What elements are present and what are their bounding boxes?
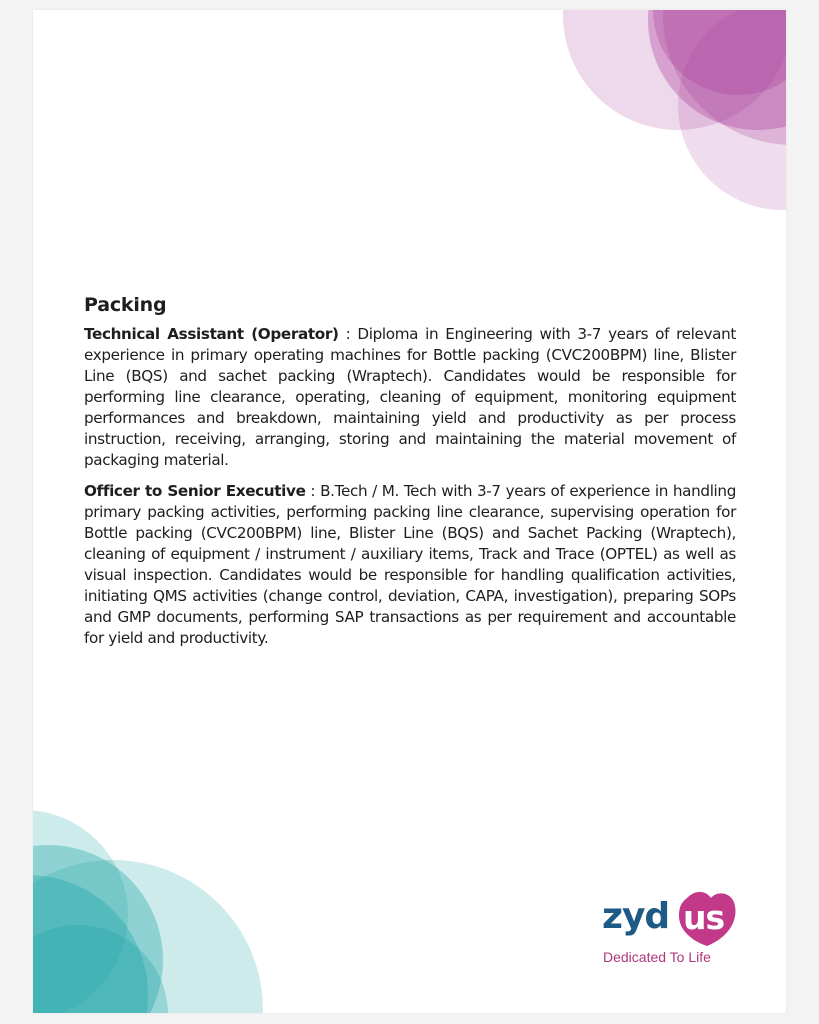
role-paragraph [84, 481, 736, 649]
bottom-left-petals [33, 810, 263, 1013]
role-title: Technical Assistant (Operator) [84, 325, 339, 343]
role-title: Officer to Senior Executive [84, 482, 306, 500]
role-separator: : [305, 482, 321, 500]
zydus-logo [599, 890, 739, 970]
logo-word-main: zyd [602, 896, 670, 937]
section-title: Packing [84, 294, 167, 316]
role-description: B.Tech / M. Tech with 3-7 years of experience in handling primary packing activities, performing packing line clearance, supervising operation for Bottle packing (CVC200BPM) line, Blister Line (BQS) and Sachet Packing (Wraptech), cleaning of equipment / instrument / auxiliary items, Track and Trace (OPTEL) as well as visual inspection. Candidates would be responsible for handling qualification activities, initiating QMS activities (change control, deviation, CAPA, investigation), preparing SOPs and GMP documents, performing SAP transactions as per requirement and accountable for yield and productivity. [84, 482, 736, 647]
logo-word-accent: us [683, 898, 725, 937]
document-content [84, 294, 736, 659]
role-separator: : [338, 325, 358, 343]
top-right-petals [563, 10, 786, 210]
logo-tagline: Dedicated To Life [603, 949, 711, 965]
role-description: Diploma in Engineering with 3-7 years of relevant experience in primary operating machines for Bottle packing (CVC200BPM) line, Blister Line (BQS) and sachet packing (Wraptech). Candidates would be responsible for performing line clearance, operating, cleaning of equipment, monitoring equipment performances and breakdown, maintaining yield and productivity as per process instruction, receiving, arranging, storing and maintaining the material movement of packaging material. [84, 325, 736, 469]
document-page [33, 10, 786, 1013]
role-paragraph [84, 324, 736, 471]
